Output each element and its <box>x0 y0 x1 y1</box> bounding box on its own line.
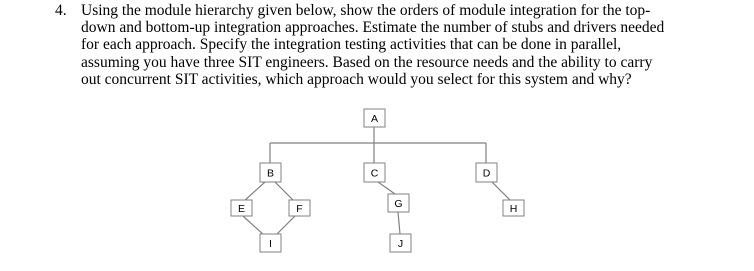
module-a-label: A <box>370 113 379 125</box>
module-d <box>476 163 497 182</box>
module-c-label: C <box>370 167 379 180</box>
edge-g-j <box>398 212 400 234</box>
module-h <box>503 200 524 216</box>
module-e <box>231 200 252 216</box>
module-b-label: B <box>266 167 275 180</box>
module-j <box>390 234 411 252</box>
edge-c-g <box>378 182 395 194</box>
module-c <box>364 163 385 182</box>
module-i-label: I <box>269 238 272 250</box>
module-e-label: E <box>237 203 246 215</box>
module-b <box>260 163 281 182</box>
question-line: for each approach. Specify the integration testing activities that can be done in parallel, <box>81 36 622 54</box>
edge-b-f <box>275 182 295 202</box>
module-f-label: F <box>296 203 303 215</box>
module-g-label: G <box>394 198 403 210</box>
question-line: Using the module hierarchy given below, show the orders of module integration for the top- <box>81 2 651 19</box>
module-h-label: H <box>509 203 518 215</box>
module-g <box>388 194 409 212</box>
module-a <box>364 109 385 127</box>
edge-f-i <box>275 216 295 236</box>
module-f <box>289 200 310 216</box>
edge-d-h <box>492 182 510 200</box>
question-line: assuming you have three SIT engineers. Based on the resource needs and the ability to carry <box>81 53 653 71</box>
module-i <box>260 234 281 252</box>
module-d-label: D <box>482 167 491 180</box>
question-number: 4. <box>55 2 67 19</box>
edge-b-e <box>243 182 265 202</box>
module-j-label: J <box>397 238 404 250</box>
question-line: down and bottom-up integration approaches. Estimate the number of stubs and drivers needed <box>81 19 665 37</box>
question-line: out concurrent SIT activities, which approach would you select for this system and why? <box>81 70 632 88</box>
edge-e-i <box>243 216 265 236</box>
